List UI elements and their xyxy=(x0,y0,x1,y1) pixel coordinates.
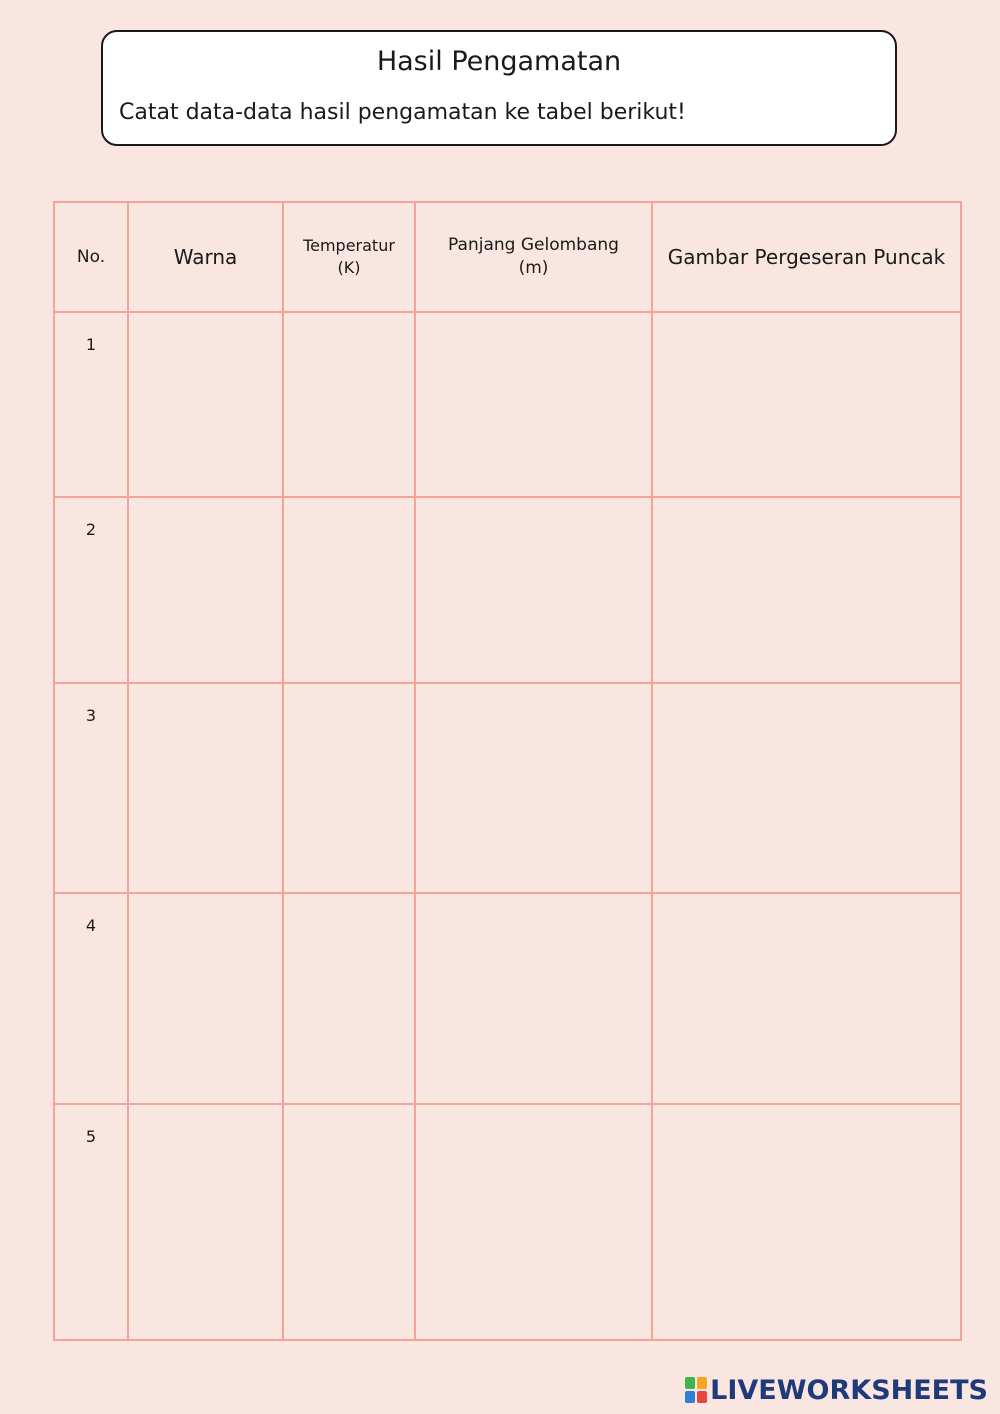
gambar-cell[interactable] xyxy=(652,1104,961,1340)
column-header-temperatur-line2: (K) xyxy=(337,258,361,277)
warna-cell[interactable] xyxy=(128,1104,283,1340)
warna-cell[interactable] xyxy=(128,312,283,497)
header-box xyxy=(101,30,897,146)
table-row xyxy=(54,893,961,1104)
page-title: Hasil Pengamatan xyxy=(376,46,622,77)
gambar-cell[interactable] xyxy=(652,497,961,683)
temperatur-cell[interactable] xyxy=(283,312,415,497)
table-row xyxy=(54,497,961,683)
gambar-cell[interactable] xyxy=(652,312,961,497)
row-number: 3 xyxy=(54,683,128,893)
panjang-gelombang-cell[interactable] xyxy=(415,893,652,1104)
table-header-row xyxy=(54,202,961,312)
table-row xyxy=(54,683,961,893)
liveworksheets-logo-icon xyxy=(685,1377,707,1403)
warna-cell[interactable] xyxy=(128,683,283,893)
column-header-panjang-gelombang xyxy=(415,202,652,312)
column-header-warna: Warna xyxy=(128,202,283,312)
column-header-gambar: Gambar Pergeseran Puncak xyxy=(652,202,961,312)
gambar-cell[interactable] xyxy=(652,893,961,1104)
table-row xyxy=(54,312,961,497)
column-header-panjang-line2: (m) xyxy=(518,258,549,278)
logo-tile-l xyxy=(685,1377,695,1389)
row-number: 1 xyxy=(54,312,128,497)
temperatur-cell[interactable] xyxy=(283,497,415,683)
panjang-gelombang-cell[interactable] xyxy=(415,312,652,497)
liveworksheets-logo xyxy=(685,1374,988,1406)
column-header-no: No. xyxy=(54,202,128,312)
logo-wordmark: LIVEWORKSHEETS xyxy=(710,1374,988,1406)
panjang-gelombang-cell[interactable] xyxy=(415,1104,652,1340)
panjang-gelombang-cell[interactable] xyxy=(415,497,652,683)
temperatur-cell[interactable] xyxy=(283,893,415,1104)
logo-tile-e xyxy=(697,1391,707,1403)
row-number: 5 xyxy=(54,1104,128,1340)
observation-table xyxy=(53,201,962,1341)
instruction-text: Catat data-data hasil pengamatan ke tabel berikut! xyxy=(119,100,686,125)
temperatur-cell[interactable] xyxy=(283,1104,415,1340)
column-header-panjang-line1: Panjang Gelombang xyxy=(448,235,619,256)
gambar-cell[interactable] xyxy=(652,683,961,893)
column-header-temperatur-line1: Temperatur xyxy=(303,236,395,256)
logo-tile-i xyxy=(697,1377,707,1389)
warna-cell[interactable] xyxy=(128,497,283,683)
temperatur-cell[interactable] xyxy=(283,683,415,893)
column-header-temperatur xyxy=(283,202,415,312)
row-number: 2 xyxy=(54,497,128,683)
logo-tile-v xyxy=(685,1391,695,1403)
panjang-gelombang-cell[interactable] xyxy=(415,683,652,893)
table-row xyxy=(54,1104,961,1340)
warna-cell[interactable] xyxy=(128,893,283,1104)
row-number: 4 xyxy=(54,893,128,1104)
